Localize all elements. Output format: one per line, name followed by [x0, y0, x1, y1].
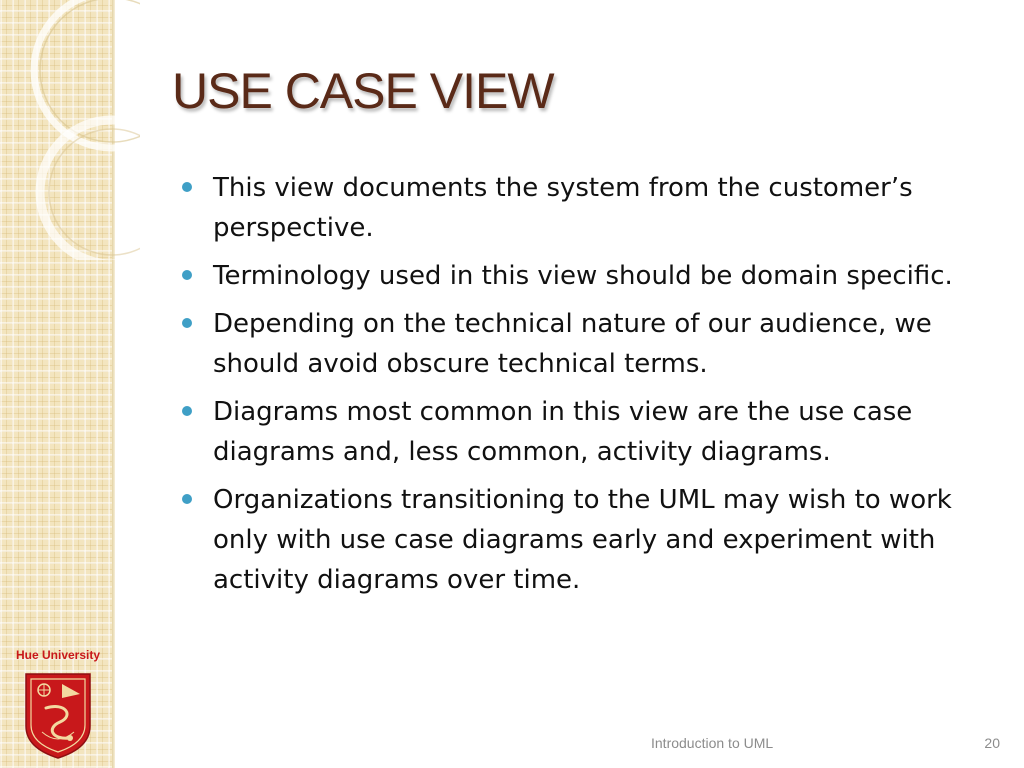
bullet-item [182, 168, 1002, 248]
bullet-icon [182, 318, 192, 328]
bullet-text: Depending on the technical nature of our audience, we should avoid obscure technical terms. [213, 309, 932, 379]
bullet-icon [182, 182, 192, 192]
bullet-item [182, 304, 1002, 384]
bullet-list [182, 168, 1002, 608]
page-number: 20 [984, 735, 1000, 751]
logo-label: Hue University [15, 648, 101, 662]
bullet-item [182, 480, 1002, 600]
bullet-item [182, 392, 1002, 472]
bullet-item [182, 256, 1002, 296]
bullet-text: Terminology used in this view should be domain specific. [213, 261, 953, 291]
university-seal-icon [22, 668, 94, 760]
bullet-text: Organizations transitioning to the UML may wish to work only with use case diagrams early and experiment with activity diagrams over time. [213, 485, 952, 595]
bullet-text: This view documents the system from the customer’s perspective. [213, 173, 913, 243]
bullet-icon [182, 270, 192, 280]
bullet-text: Diagrams most common in this view are the use case diagrams and, less common, activity diagrams. [213, 397, 913, 467]
bullet-icon [182, 406, 192, 416]
university-logo [8, 648, 108, 762]
bullet-icon [182, 494, 192, 504]
decorative-circles [0, 0, 140, 260]
footer-title: Introduction to UML [651, 735, 774, 751]
slide-title: USE CASE VIEW [172, 63, 554, 119]
